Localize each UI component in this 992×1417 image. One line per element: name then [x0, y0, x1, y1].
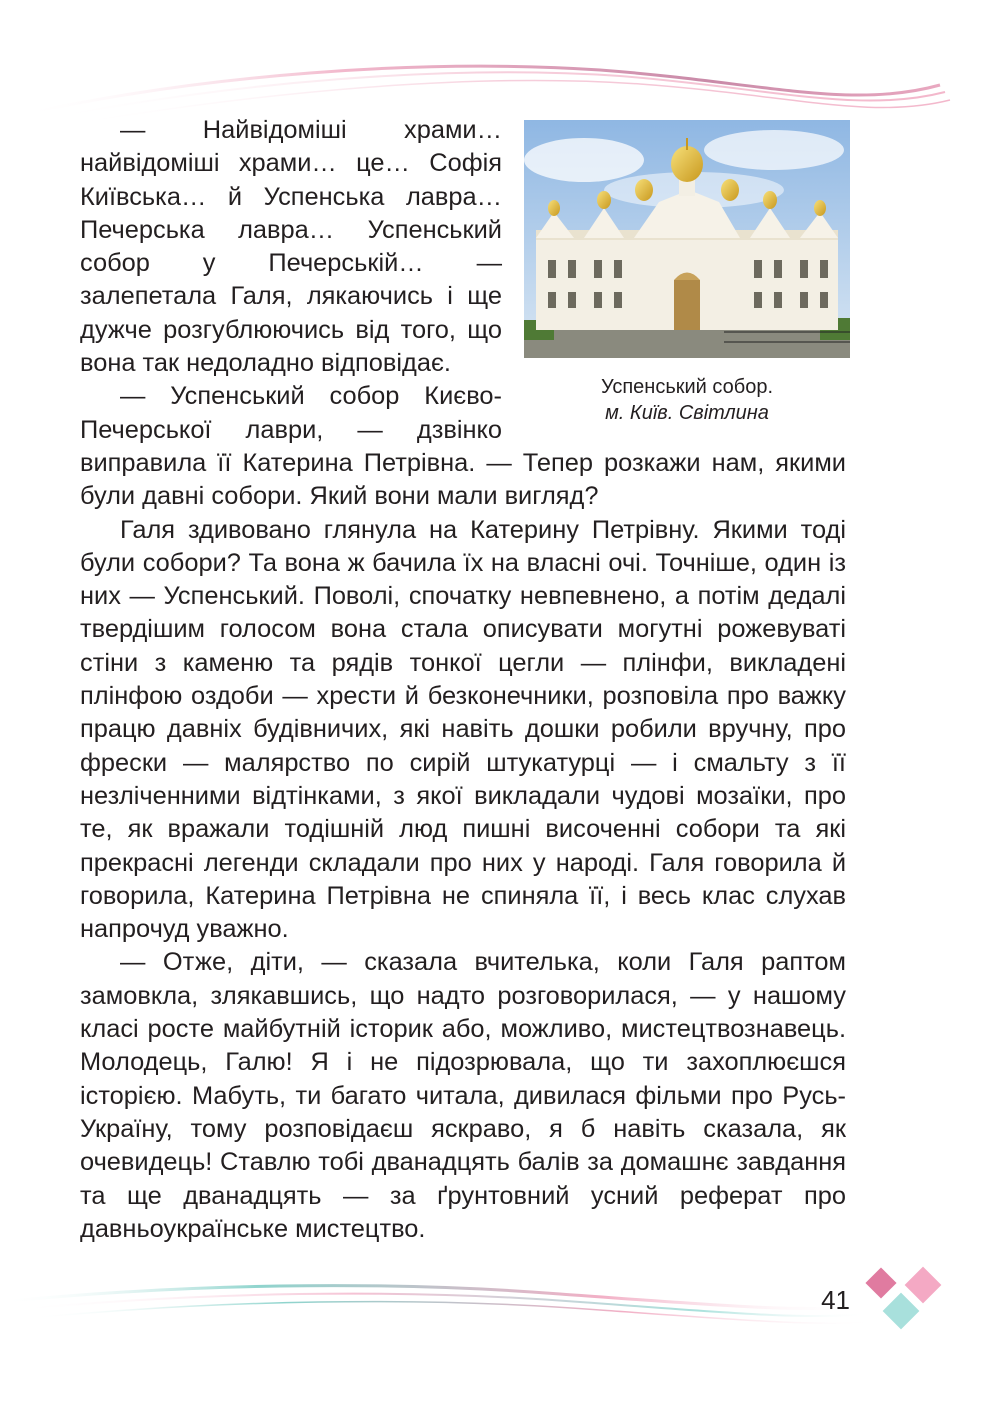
paragraph: — Отже, діти, — сказала вчителька, коли Галя раптом замовкла, злякавшись, що надто розговорилася, — у нашому класі росте майбутній історик або, можливо, мистецтвознавець. Молодець, Галю! Я і не підозрювала, що ти захоплюєшся історією. Мабуть, ти багато читала, дивилася фільми про Русь-Україну, тому розповідаєш яскраво, я б навіть сказала, як очевидець! Ставлю тобі дванадцять балів за домашнє завдання та ще дванадцять — за ґрунтовний усний реферат про давньоукраїнське мистецтво. [80, 948, 846, 1243]
page-number: 41 [821, 1285, 850, 1315]
diamond-decoration-icon [864, 1262, 956, 1342]
story-text [80, 114, 846, 1246]
caption-line-2: м. Київ. Світлина [605, 402, 769, 424]
paragraph: — Успенський собор Києво-Печерської лаври, — дзвінко виправила її Катерина Петрівна. — Тепер розкажи нам, якими були давні собори. Який вони мали вигляд? [80, 382, 846, 511]
cathedral-photo [524, 120, 850, 358]
caption-line-1: Успенський собор. [600, 376, 774, 398]
figure [524, 120, 850, 439]
paragraph: — Найвідоміші храми… найвідоміші храми… це… Софія Київська… й Успенська лавра… Печерська лавра… Успенський собор у Печерській… — залепетала Галя, лякаючись і ще дужче розгублюючись від того, що вона так недоладно відповідає. [80, 116, 502, 378]
figure-caption [524, 374, 850, 426]
paragraph: Галя здивовано глянула на Катерину Петрівну. Якими тоді були собори? Та вона ж бачила їх на власні очі. Точніше, один із них — Успенський. Поволі, спочатку невпевнено, а потім дедалі твердішим голосом вона стала описувати могутні рожевуваті стіни з каменю та рядів тонкої цегли — плінфи, викладені плінфою оздоби — хрести й безконечники, розповіла про важку працю давніх будівничих, які навіть дошки робили вручну, про фрески — малярство по сирій штукатурці — і смальту з її незліченними відтінками, з якої викладали чудові мозаїки, про те, як вражали тодішній люд пишні височенні собори та які прекрасні легенди складали про них у народі. Галя говорила й говорила, Катерина Петрівна не спиняла її, і весь клас слухав напрочуд уважно. [80, 515, 846, 944]
